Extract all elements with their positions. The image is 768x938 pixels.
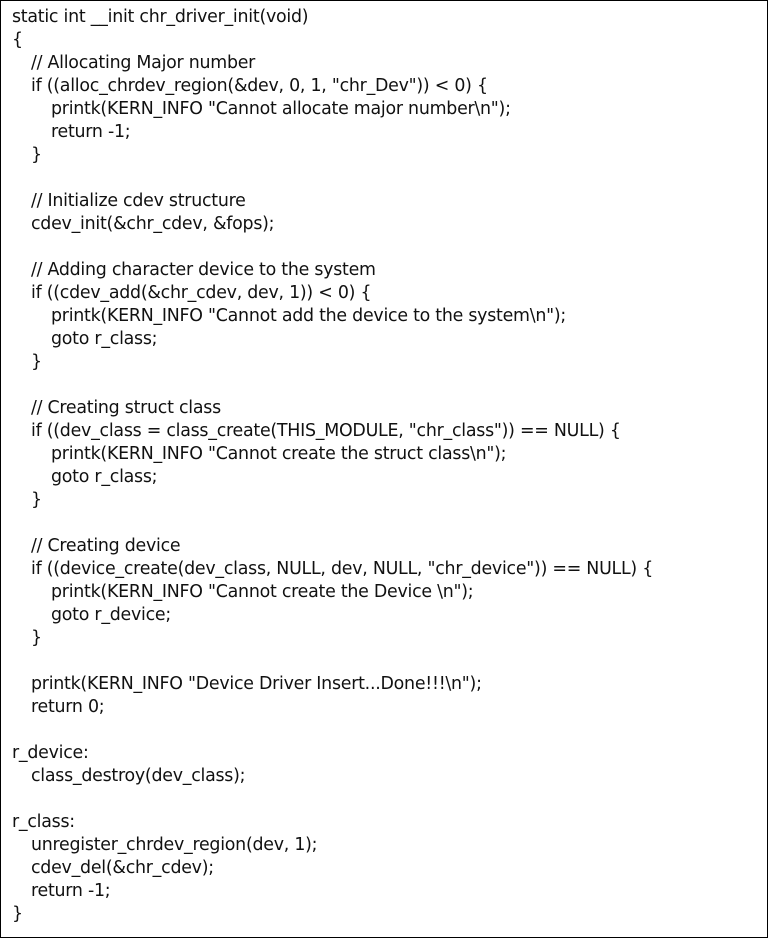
code-line: if ((device_create(dev_class, NULL, dev, NULL, "chr_device")) == NULL) {	[31, 559, 654, 579]
code-comment: // Initialize cdev structure	[31, 191, 246, 211]
code-line: }	[31, 628, 42, 648]
code-line: cdev_del(&chr_cdev);	[31, 858, 214, 878]
code-blank-line	[12, 650, 759, 673]
code-comment: // Creating device	[31, 536, 181, 556]
code-blank-line	[12, 374, 759, 397]
code-line: }	[31, 490, 42, 510]
code-line: }	[31, 145, 42, 165]
code-line: static int __init chr_driver_init(void)	[12, 7, 309, 27]
code-line: unregister_chrdev_region(dev, 1);	[31, 835, 318, 855]
code-line: printk(KERN_INFO "Cannot allocate major number\n");	[51, 99, 511, 119]
code-line: goto r_class;	[51, 467, 158, 487]
code-line: return -1;	[31, 881, 111, 901]
code-line: if ((dev_class = class_create(THIS_MODULE, "chr_class")) == NULL) {	[31, 421, 621, 441]
code-line: return 0;	[31, 697, 105, 717]
code-label: r_class:	[12, 812, 75, 832]
code-comment: // Adding character device to the system	[31, 260, 376, 280]
code-line: if ((cdev_add(&chr_cdev, dev, 1)) < 0) {	[31, 283, 372, 303]
code-line: printk(KERN_INFO "Cannot create the struct class\n");	[51, 444, 507, 464]
code-line: class_destroy(dev_class);	[31, 766, 246, 786]
code-blank-line	[12, 236, 759, 259]
code-comment: // Creating struct class	[31, 398, 221, 418]
code-line: printk(KERN_INFO "Cannot add the device to the system\n");	[51, 306, 567, 326]
code-line: return -1;	[51, 122, 131, 142]
code-blank-line	[12, 167, 759, 190]
code-line: goto r_class;	[51, 329, 158, 349]
code-line: if ((alloc_chrdev_region(&dev, 0, 1, "chr_Dev")) < 0) {	[31, 76, 488, 96]
code-comment: // Allocating Major number	[31, 53, 256, 73]
code-line: }	[31, 352, 42, 372]
code-line: printk(KERN_INFO "Device Driver Insert...Done!!!\n");	[31, 674, 482, 694]
code-block	[12, 6, 759, 926]
code-line: printk(KERN_INFO "Cannot create the Device \n");	[51, 582, 474, 602]
code-blank-line	[12, 788, 759, 811]
code-blank-line	[12, 512, 759, 535]
code-line: }	[12, 904, 23, 924]
code-label: r_device:	[12, 743, 89, 763]
code-blank-line	[12, 719, 759, 742]
code-line: cdev_init(&chr_cdev, &fops);	[31, 214, 275, 234]
code-line: {	[12, 30, 23, 50]
code-line: goto r_device;	[51, 605, 171, 625]
